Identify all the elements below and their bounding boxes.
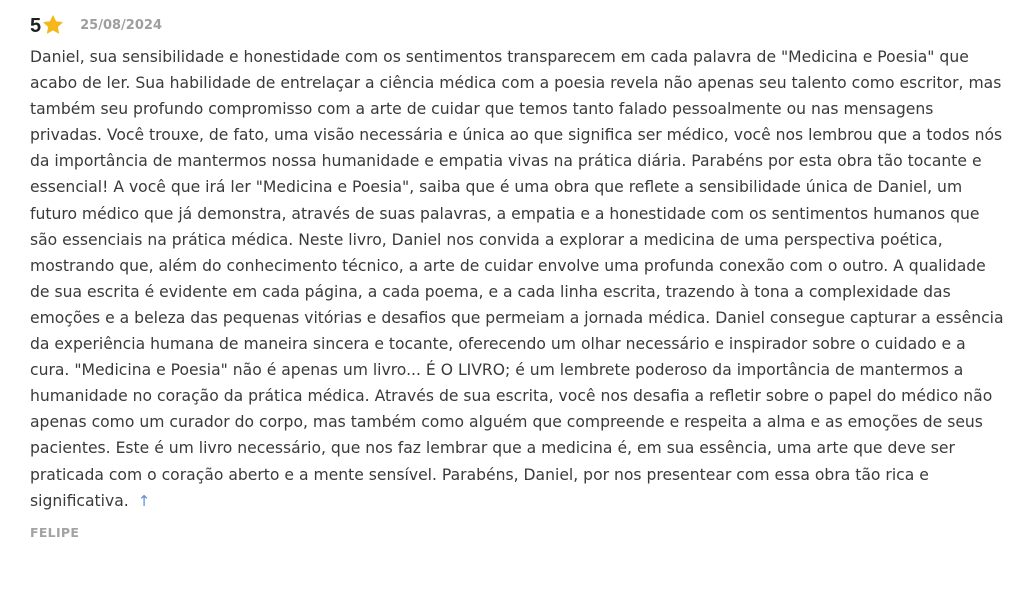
review-body-text: Daniel, sua sensibilidade e honestidade com os sentimentos transparecem em cada palavra de "Medicina e Poesia" que acabo de ler. Sua habilidade de entrelaçar a ciência médica com a poesia revela não apenas seu talento como escritor, mas também seu profundo compromisso com a arte de cuidar que temos tanto falado pessoalmente ou nas mensagens privadas. Você trouxe, de fato, uma visão necessária e única ao que significa ser médico, você nos lembrou que a todos nós da importância de mantermos nossa humanidade e empatia vivas na prática diária. Parabéns por esta obra tão tocante e essencial! A você que irá ler "Medicina e Poesia", saiba que é uma obra que reflete a sensibilidade única de Daniel, um futuro médico que já demonstra, através de suas palavras, a empatia e a honestidade com os sentimentos humanos que são essenciais na prática médica. Neste livro, Daniel nos convida a explorar a medicina de uma perspectiva poética, mostrando que, além do conhecimento técnico, a arte de cuidar envolve uma profunda conexão com o outro. A qualidade de sua escrita é evidente em cada página, a cada poema, e a cada linha escrita, trazendo à tona a complexidade das emoções e a beleza das pequenas vitórias e desafios que permeiam a jornada médica. Daniel consegue capturar a essência da experiência humana de maneira sincera e tocante, oferecendo um olhar necessário e inspirador sobre o cuidado e a cura. "Medicina e Poesia" não é apenas um livro... É O LIVRO; é um lembrete poderoso da importância de mantermos a humanidade no coração da prática médica. Através de sua escrita, você nos desafia a refletir sobre o papel do médico não apenas como um curador do corpo, mas também como alguém que compreende e respeita a alma e as emoções de seus pacientes. Este é um livro necessário, que nos faz lembrar que a medicina é, em sua essência, uma arte que deve ser praticada com o coração aberto e a mente sensível. Parabéns, Daniel, por nos presentear com essa obra tão rica e significativa.: [30, 48, 1004, 510]
star-icon: [42, 14, 64, 36]
up-arrow-icon[interactable]: ↑: [137, 491, 151, 510]
star-icon-svg: [42, 14, 64, 36]
review-date: 25/08/2024: [80, 18, 162, 33]
review-header: [30, 12, 1005, 40]
rating-value: 5: [30, 15, 42, 37]
review-author: FELIPE: [30, 524, 80, 540]
review-text: [30, 44, 1005, 514]
review-card: [30, 12, 1005, 540]
